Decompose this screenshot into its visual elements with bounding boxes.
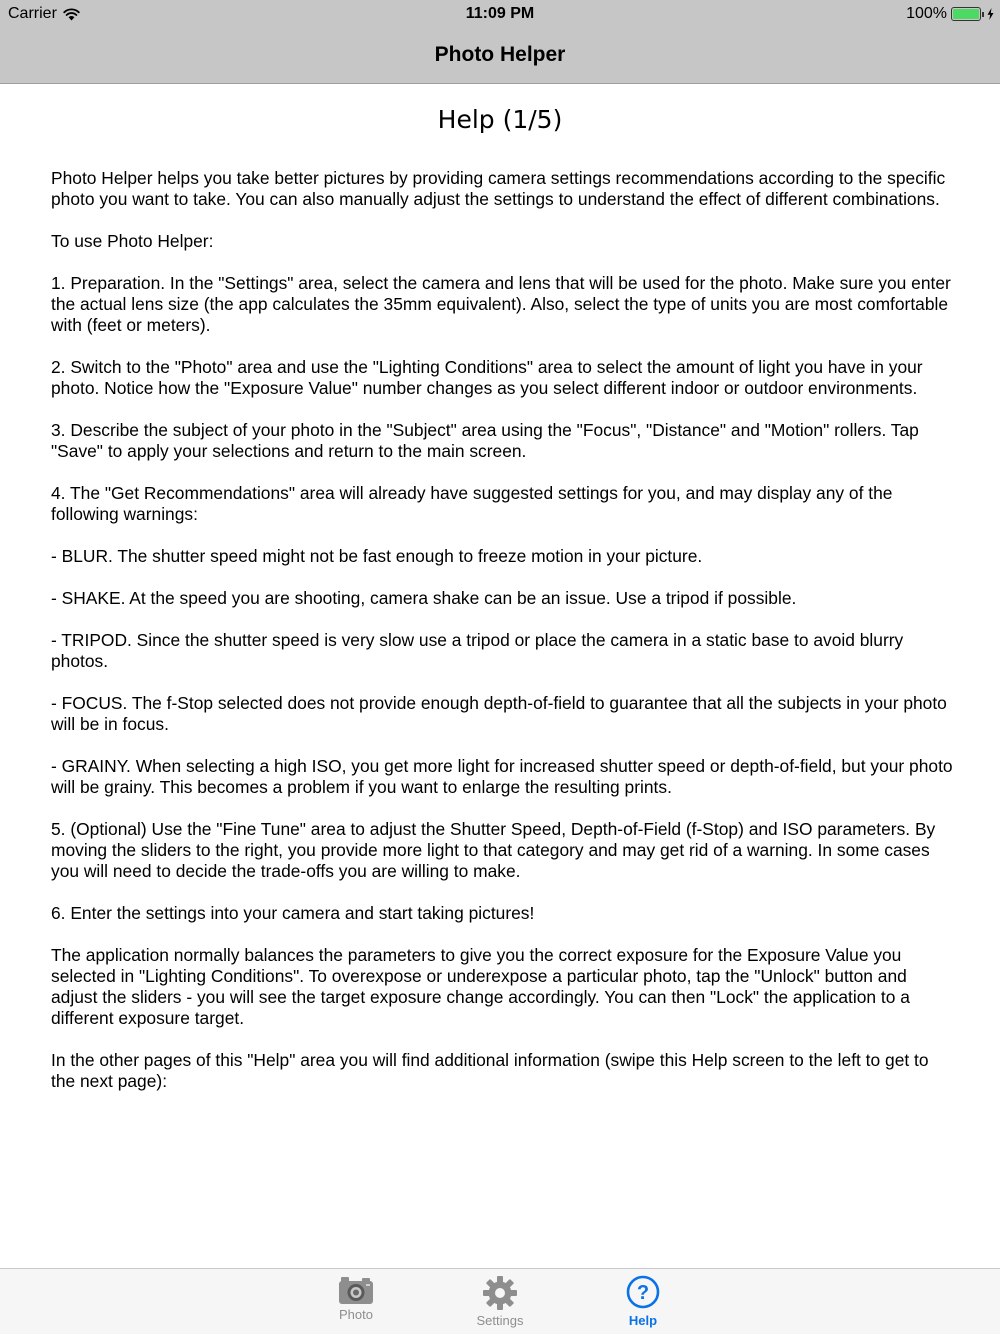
help-paragraph: - FOCUS. The f-Stop selected does not provide enough depth-of-field to guarantee that all the subjects in your photo will be in focus. <box>51 693 947 734</box>
battery-icon <box>951 7 981 21</box>
help-paragraph: - TRIPOD. Since the shutter speed is very slow use a tripod or place the camera in a static base to avoid blurry photos. <box>51 630 904 671</box>
question-mark-icon <box>625 1275 661 1311</box>
help-paragraph: The application normally balances the parameters to give you the correct exposure for the Exposure Value you selected in "Lighting Conditions". To overexpose or underexpose a particular photo, tap the "Unlock" button and adjust the sliders - you will see the target exposure change accordingly. You can then "Lock" the application to a different exposure target. <box>51 945 910 1028</box>
status-bar <box>0 0 1000 28</box>
help-paragraph: 6. Enter the settings into your camera and start taking pictures! <box>51 903 535 923</box>
help-paragraph: 5. (Optional) Use the "Fine Tune" area to adjust the Shutter Speed, Depth-of-Field (f-Stop) and ISO parameters. By moving the sliders to the right, you provide more light to that category and may get rid of a warning. In some cases you will need to decide the trade-offs you are willing to make. <box>51 819 936 881</box>
battery-tip <box>982 12 984 17</box>
help-paragraph: 2. Switch to the "Photo" area and use the "Lighting Conditions" area to select the amount of light you have in your photo. Notice how the "Exposure Value" number changes as you select different indoor or outdoor environments. <box>51 357 923 398</box>
help-paragraph: In the other pages of this "Help" area you will find additional information (swipe this Help screen to the left to get to the next page): <box>51 1050 929 1091</box>
charging-bolt-icon <box>987 8 994 20</box>
tab-label: Photo <box>339 1307 373 1322</box>
help-paragraph: - SHAKE. At the speed you are shooting, camera shake can be an issue. Use a tripod if possible. <box>51 588 797 608</box>
svg-text:?: ? <box>636 1282 650 1304</box>
help-page-heading: Help (1/5) <box>437 105 563 134</box>
help-paragraph: 1. Preparation. In the "Settings" area, select the camera and lens that will be used for the photo. Make sure you enter the actual lens size (the app calculates the 35mm equivalent). Also, select the type of units you are most comfortable with (feet or meters). <box>51 273 951 335</box>
camera-icon <box>338 1275 374 1305</box>
gear-icon <box>482 1275 518 1311</box>
help-paragraph: - GRAINY. When selecting a high ISO, you get more light for increased shutter speed or depth-of-field, but your photo will be grainy. This becomes a problem if you want to enlarge the resulting prints. <box>51 756 953 797</box>
carrier-label: Carrier <box>8 5 57 22</box>
tab-photo[interactable] <box>296 1275 416 1331</box>
battery-fill <box>953 9 979 19</box>
navigation-bar <box>0 28 1000 84</box>
tab-label: Help <box>628 1313 658 1328</box>
status-time: 11:09 PM <box>465 5 535 22</box>
help-text-scroll-area[interactable] <box>51 168 956 1125</box>
tab-bar <box>0 1268 1000 1334</box>
help-paragraph: Photo Helper helps you take better pictures by providing camera settings recommendations according to the specific photo you want to take. You can also manually adjust the settings to understand the effect of different combinations. <box>51 168 946 209</box>
tab-settings[interactable] <box>440 1275 560 1331</box>
battery-percentage: 100% <box>906 5 947 22</box>
tab-help[interactable] <box>583 1275 703 1331</box>
app-title: Photo Helper <box>434 43 566 66</box>
help-paragraph: 3. Describe the subject of your photo in the "Subject" area using the "Focus", "Distance" and "Motion" rollers. Tap "Save" to apply your selections and return to the main screen. <box>51 420 919 461</box>
battery-indicator <box>906 5 994 23</box>
help-paragraph: To use Photo Helper: <box>51 231 214 251</box>
help-paragraph: 4. The "Get Recommendations" area will already have suggested settings for you, and may display any of the following warnings: <box>51 483 893 524</box>
tab-label: Settings <box>476 1313 524 1328</box>
help-paragraph: - BLUR. The shutter speed might not be fast enough to freeze motion in your picture. <box>51 546 703 566</box>
